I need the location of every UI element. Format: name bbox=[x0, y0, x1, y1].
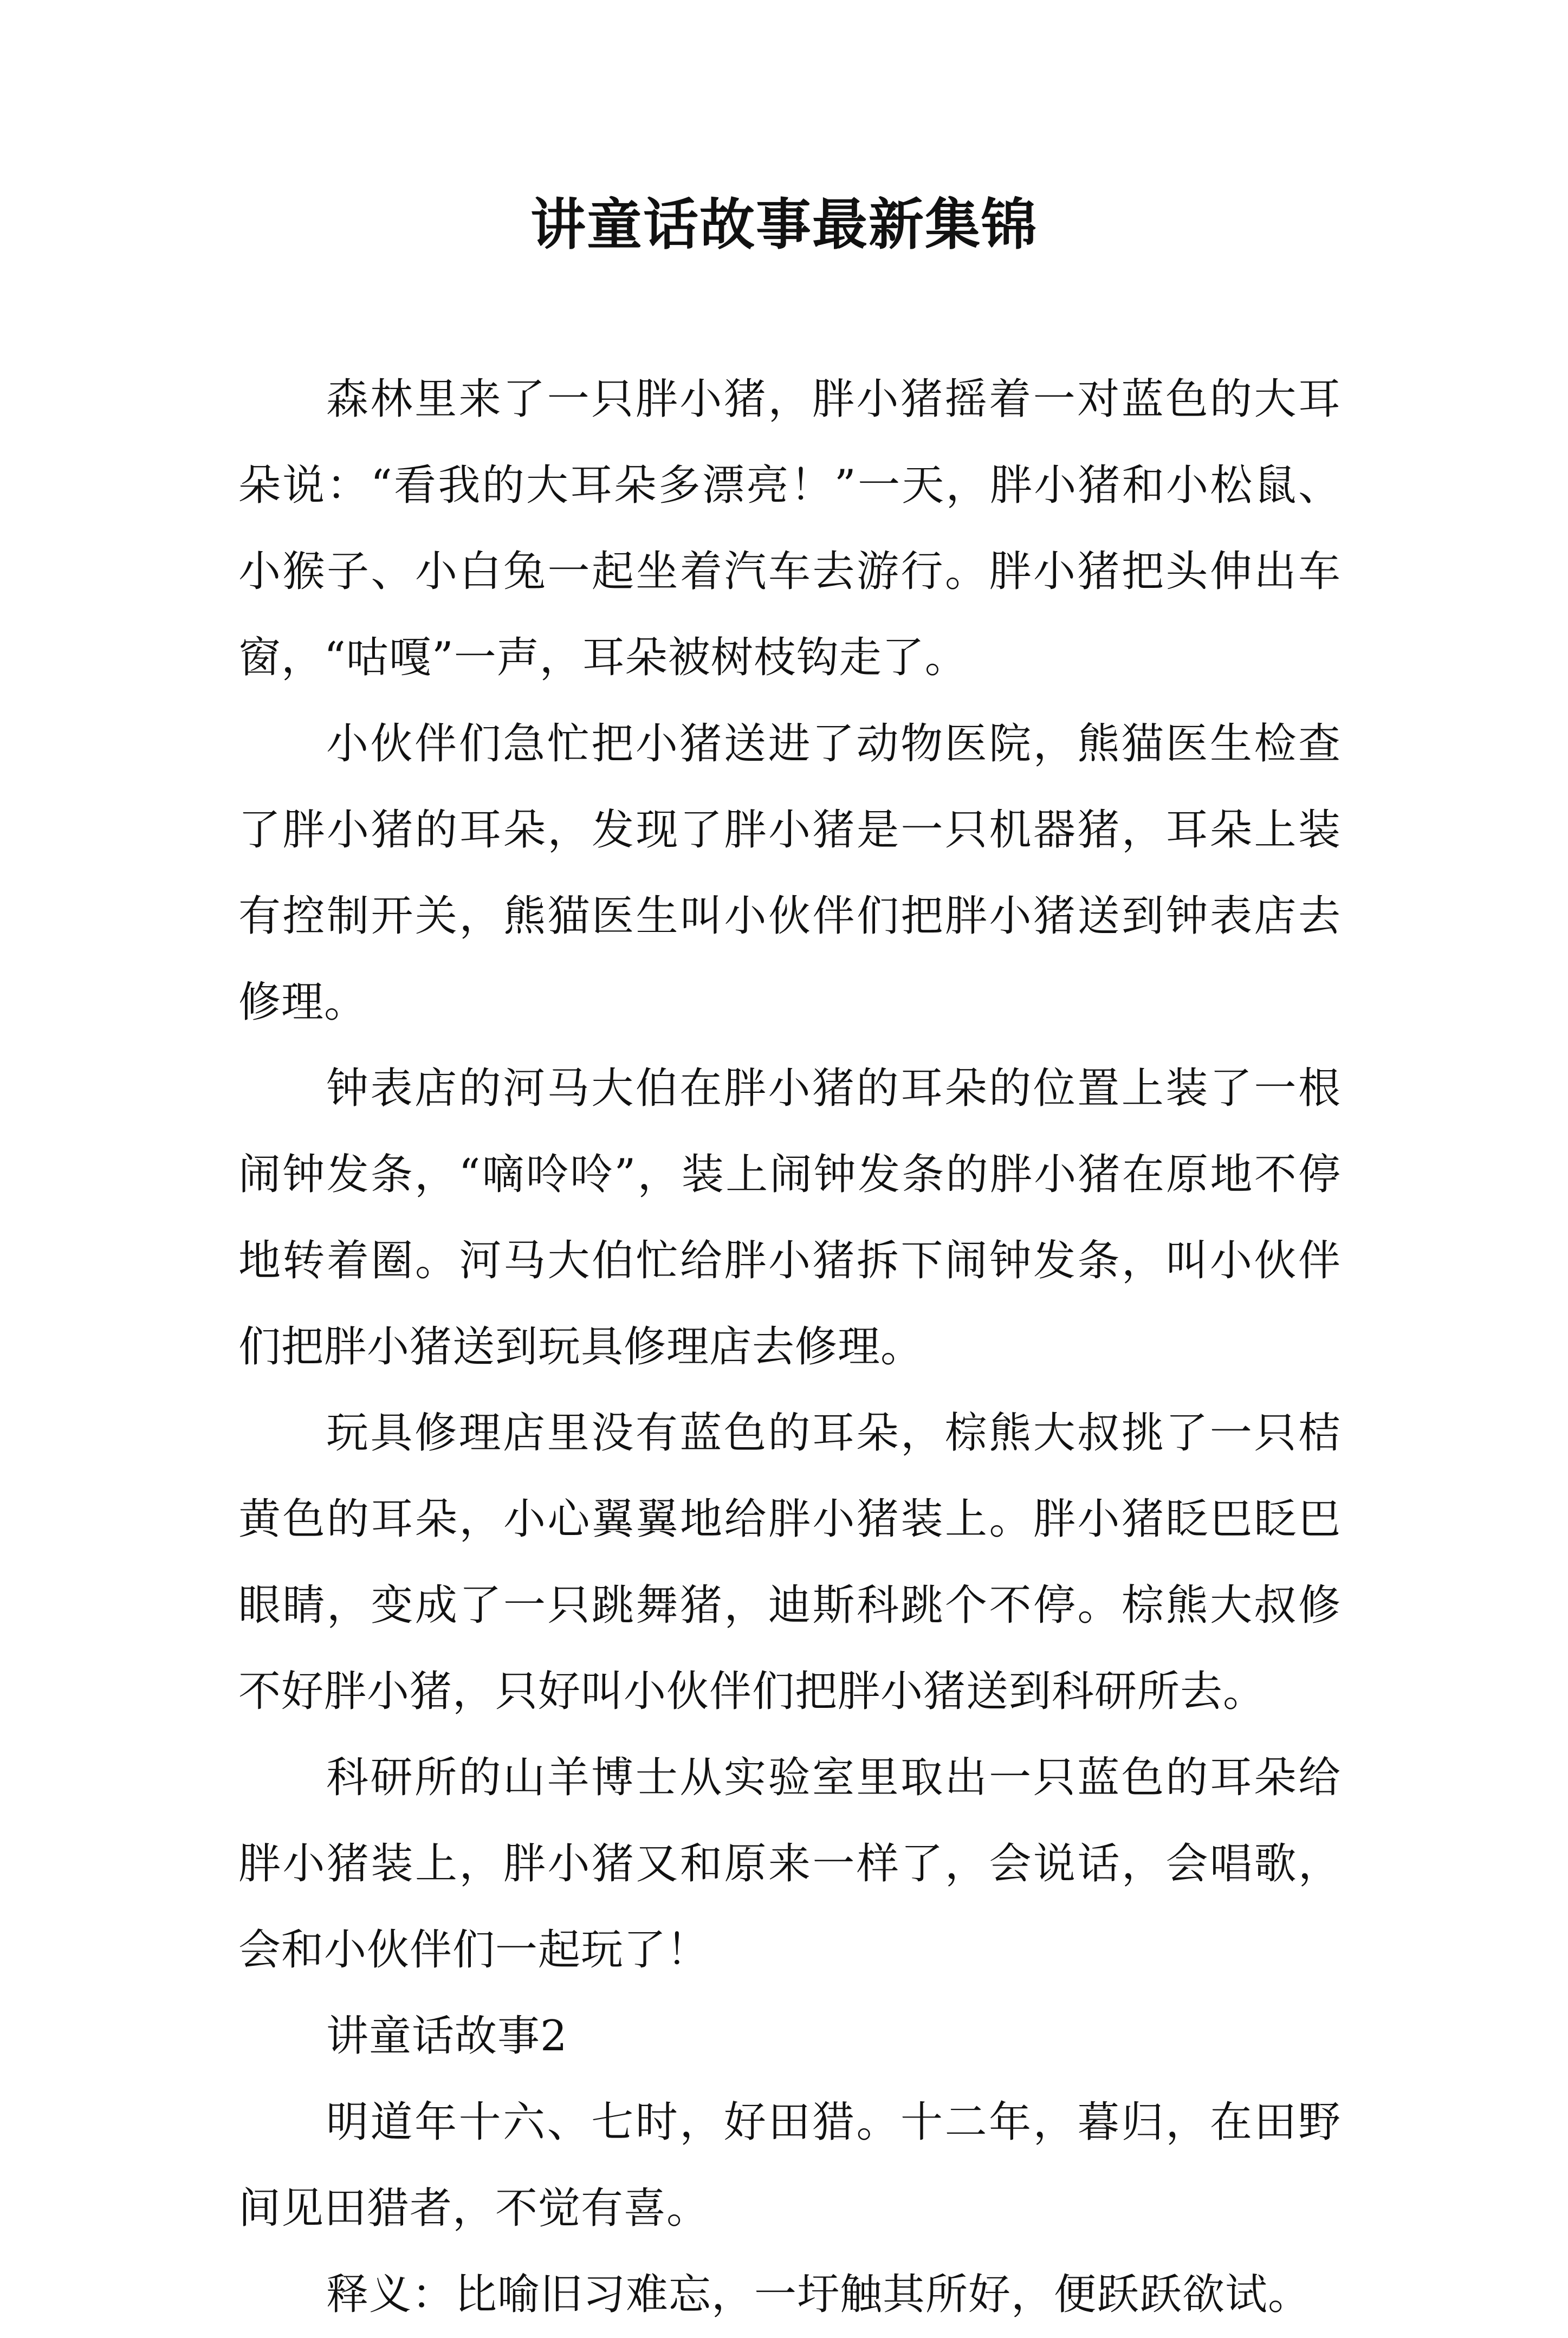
paragraph: 森林里来了一只胖小猪，胖小猪摇着一对蓝色的大耳朵说：“看我的大耳朵多漂亮！”一天，胖小猪和小松鼠、小猴子、小白兔一起坐着汽车去游行。胖小猪把头伸出车窗，“咕嘎”一声，耳朵被树枝钩走了。 bbox=[238, 375, 1341, 682]
document-body bbox=[238, 357, 1341, 2338]
paragraph: 玩具修理店里没有蓝色的耳朵，棕熊大叔挑了一只桔黄色的耳朵，小心翼翼地给胖小猪装上。胖小猪眨巴眨巴眼睛，变成了一只跳舞猪，迪斯科跳个不停。棕熊大叔修不好胖小猪，只好叫小伙伴们把胖小猪送到科研所去。 bbox=[238, 1409, 1341, 1716]
paragraph: 小伙伴们急忙把小猪送进了动物医院，熊猫医生检查了胖小猪的耳朵，发现了胖小猪是一只机器猪，耳朵上装有控制开关，熊猫医生叫小伙伴们把胖小猪送到钟表店去修理。 bbox=[238, 720, 1341, 1027]
paragraph: 明道年十六、七时，好田猎。十二年，暮归，在田野间见田猎者，不觉有喜。 bbox=[238, 2098, 1341, 2233]
paragraph: 科研所的山羊博士从实验室里取出一只蓝色的耳朵给胖小猪装上，胖小猪又和原来一样了，会说话，会唱歌，会和小伙伴们一起玩了！ bbox=[238, 1753, 1341, 1974]
section-heading: 讲童话故事2 bbox=[326, 2012, 568, 2061]
paragraph: 释义：比喻旧习难忘，一圩触其所好，便跃跃欲试。 bbox=[326, 2270, 1311, 2319]
document-title: 讲童话故事最新集锦 bbox=[530, 192, 1038, 257]
paragraph: 钟表店的河马大伯在胖小猪的耳朵的位置上装了一根闹钟发条，“嘀呤呤”，装上闹钟发条的胖小猪在原地不停地转着圈。河马大伯忙给胖小猪拆下闹钟发条，叫小伙伴们把胖小猪送到玩具修理店去修理。 bbox=[238, 1064, 1341, 1371]
